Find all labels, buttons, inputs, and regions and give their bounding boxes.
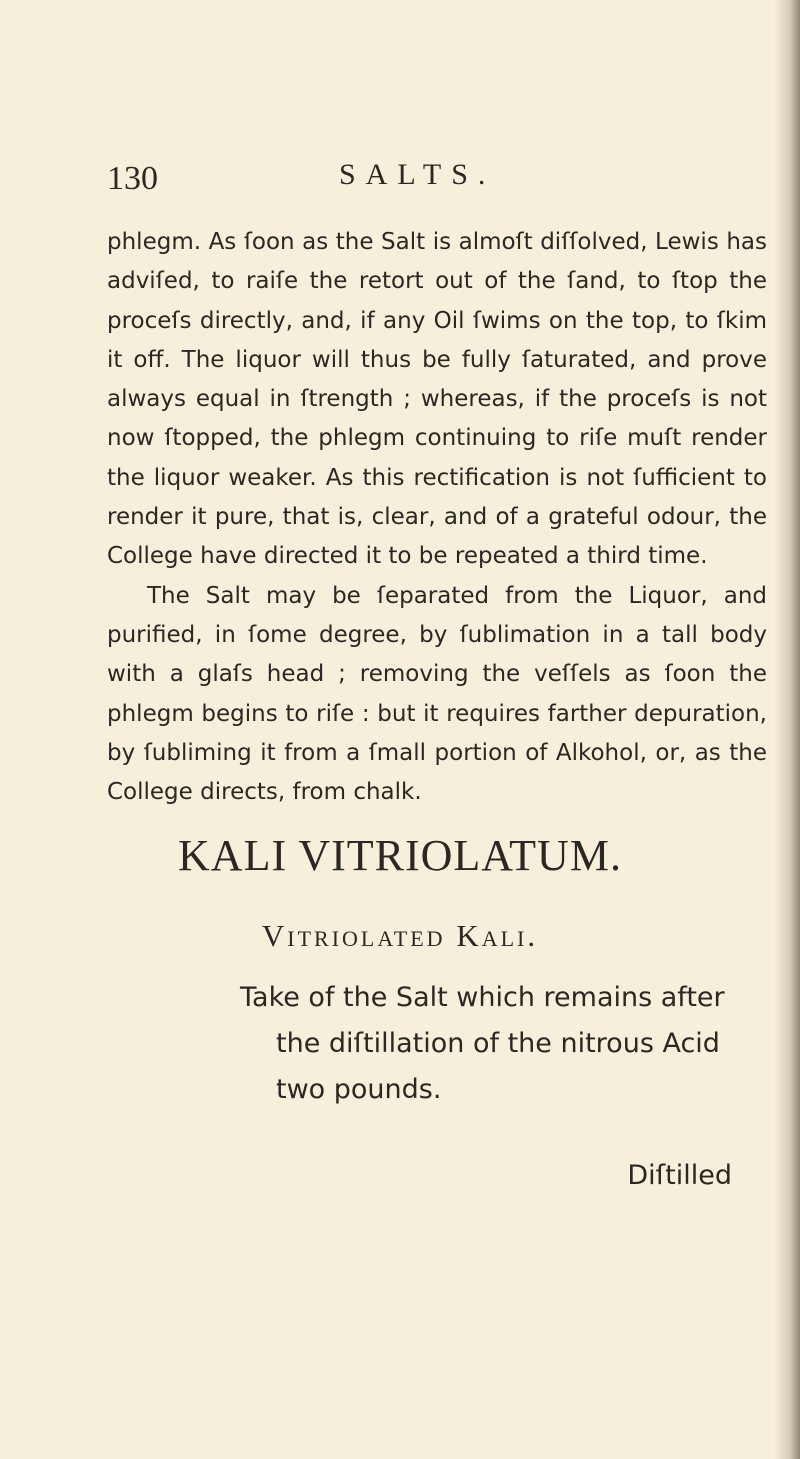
paragraph-2: The Salt may be ſeparated from the Liquor, and purified, in ſome degree, by ſublimation in a tall body with a glaſs head ; removing the veſſels as ſoon the phlegm begins to riſe : but it requires farther depuration, by ſubliming it from a ſmall portion of Alkohol, or, as the College directs, from chalk.: [107, 582, 767, 806]
section-title: KALI VITRIOLATUM.: [178, 831, 622, 880]
paragraph-1: phlegm. As ſoon as the Salt is almoſt diſſolved, Lewis has adviſed, to raiſe the retort out of the ſand, to ſtop the proceſs directly, and, if any Oil ſwims on the top, to ſkim it off. The liquor will thus be fully ſaturated, and prove always equal in ſtrength ; whereas, if the proceſs is not now ſtopped, the phlegm continuing to riſe muſt render the liquor weaker. As this rectification is not ſufficient to render it pure, that is, clear, and of a grateful odour, the College have directed it to be repeated a third time.: [107, 229, 767, 570]
page-edge-shadow: [774, 0, 800, 1459]
section-subtitle: Vitriolated Kali.: [261, 918, 539, 953]
recipe-text: [240, 975, 740, 1113]
catchword: Diſtilled: [627, 1160, 732, 1191]
recipe-paragraph: Take of the Salt which remains after the diſtillation of the nitrous Acid two pounds.: [240, 982, 725, 1105]
running-title: SALTS.: [339, 158, 496, 191]
body-text: [107, 223, 767, 812]
running-head: [107, 150, 707, 200]
page-number: 130: [107, 160, 158, 197]
